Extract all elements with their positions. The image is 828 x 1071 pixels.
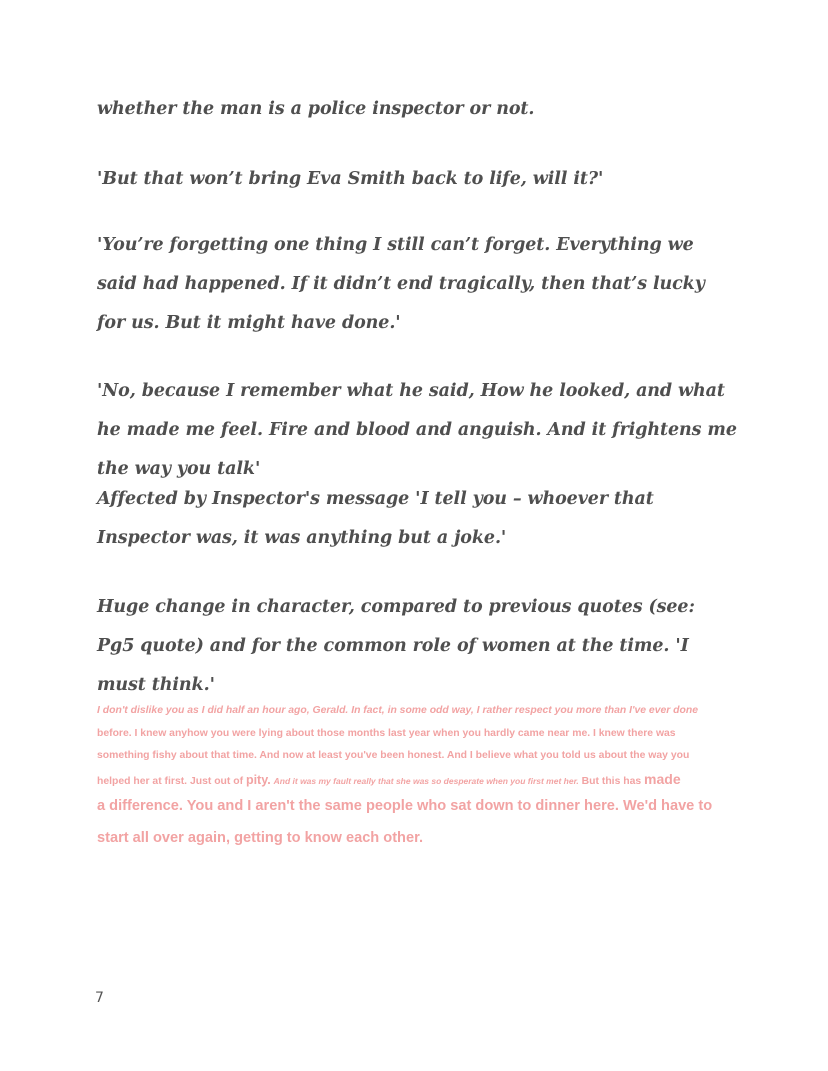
quote-fragment: But this has [581,775,642,787]
quote-line [97,822,729,854]
paragraph-forgetting-quote: 'You’re forgetting one thing I still can’t forget. Everything we said had happened. If it didn’t end tragically, then that’s lucky for us. But it might have done.' [97,235,705,333]
quote-line: I don't dislike you as I did half an hour ago, Gerald. In fact, in some odd way, I rather respect you more than I've ever done [97,705,698,716]
paragraph-eva-smith-quote: 'But that won’t bring Eva Smith back to life, will it?' [97,169,604,189]
highlighted-quote-block [97,700,729,854]
quote-line [97,768,729,791]
quote-line: before. I knew anyhow you were lying about those months last year when you hardly came near me. I knew there was [97,727,676,739]
paragraph-inspector-message: Affected by Inspector's message 'I tell you – whoever that Inspector was, it was anything but a joke.' [97,489,654,548]
page-number: 7 [95,990,104,1006]
quote-fragment: made [644,770,681,787]
quote-line: something fishy about that time. And now at least you've been honest. And I believe what you told us about the way you [97,750,690,761]
paragraph-remember-quote: 'No, because I remember what he said, How he looked, and what he made me feel. Fire and blood and anguish. And it frightens me the way you talk' [97,381,737,479]
paragraph-inspector-identity: whether the man is a police inspector or not. [97,99,535,119]
quote-fragment: getting to know each other. [234,830,424,846]
quote-line: a difference. You and I aren't the same people who sat down to dinner here. We'd have to [97,798,713,814]
quote-fragment: And it was my fault really that she was so desperate when you first met her. [273,775,579,786]
quote-fragment: helped her at first. Just out of [97,775,244,787]
paragraph-character-change: Huge change in character, compared to previous quotes (see: Pg5 quote) and for the common role of women at the time. 'I must think.' [97,597,695,695]
quote-fragment: pity. [245,772,271,787]
quote-fragment: start all over again, [97,830,231,846]
